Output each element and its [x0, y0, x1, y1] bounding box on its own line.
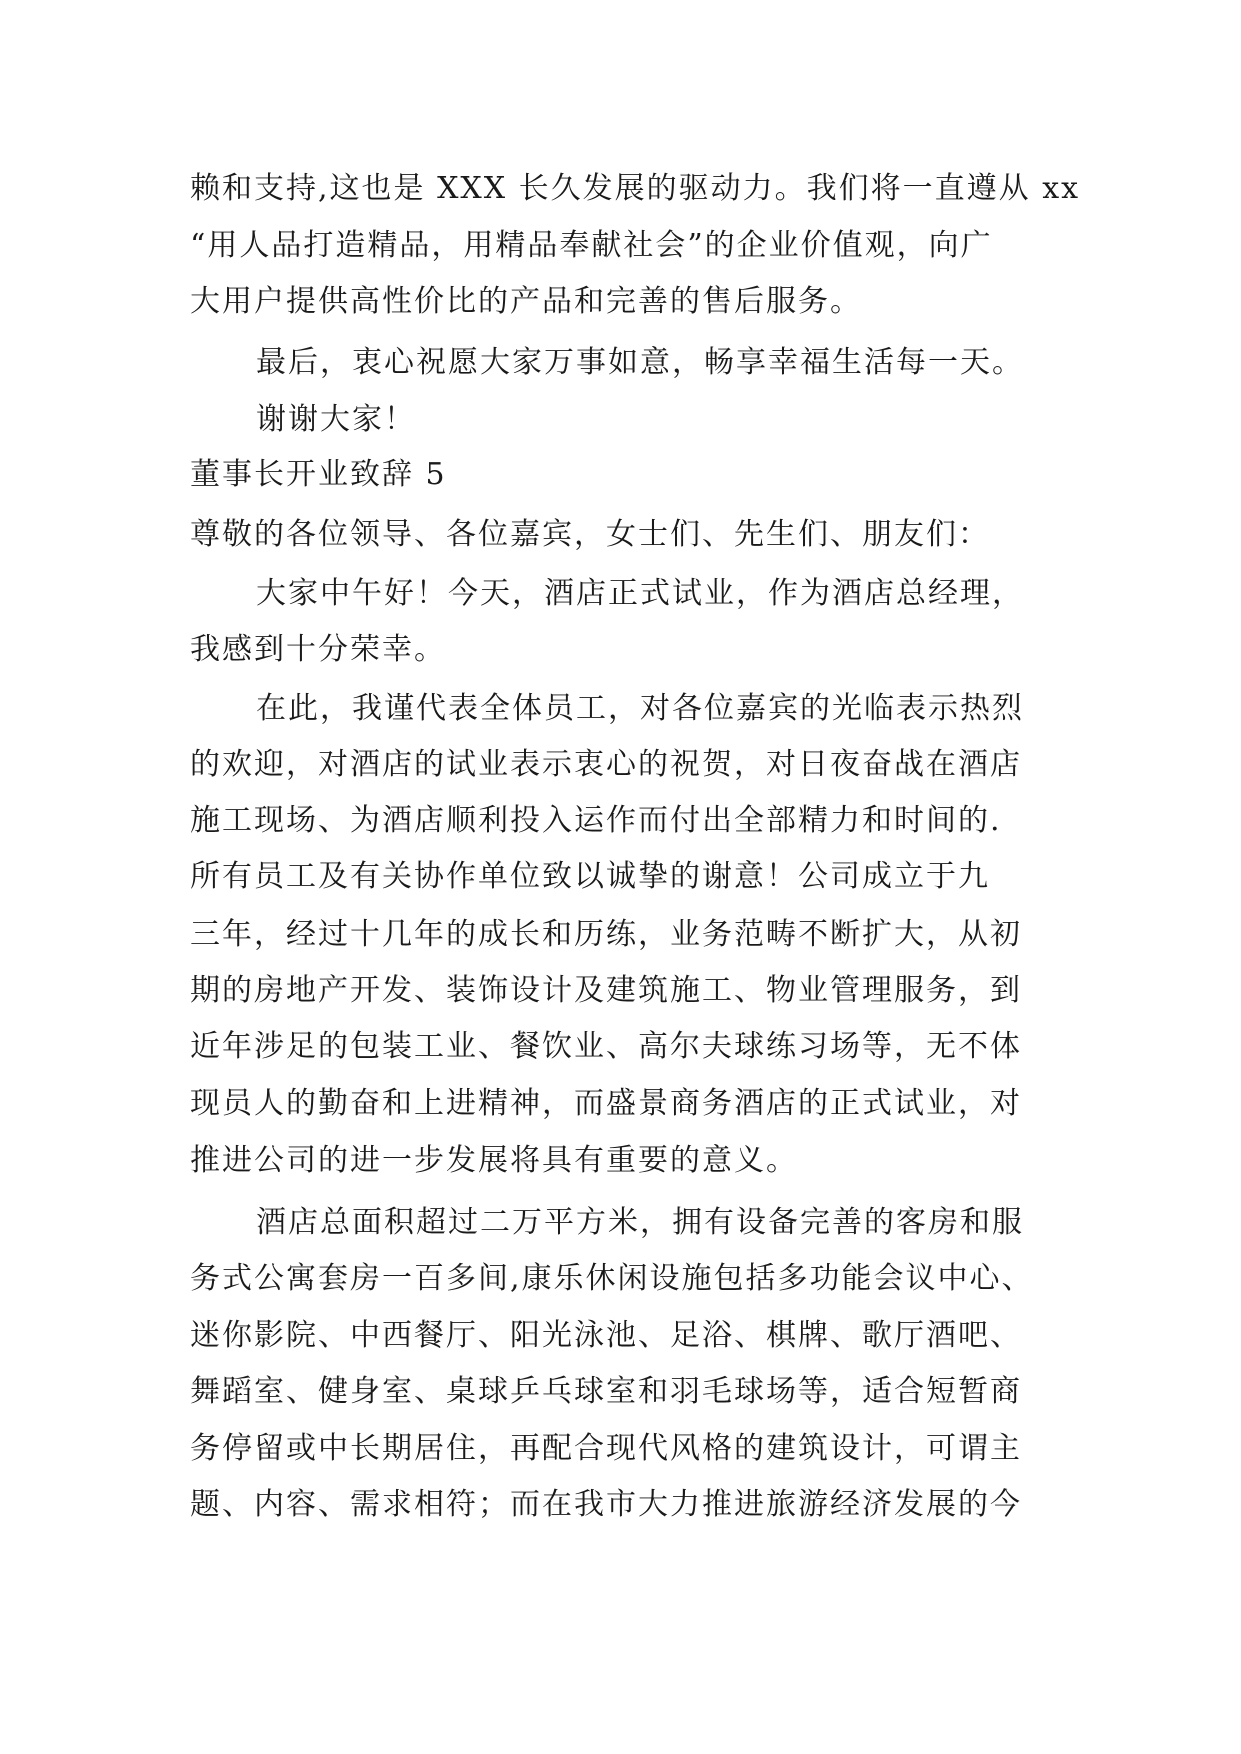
closing-paragraph: 最后，衷心祝愿大家万事如意，畅享幸福生活每一天。 — [256, 345, 1024, 380]
text-line: 现员人的勤奋和上进精神，而盛景商务酒店的正式试业，对 — [190, 1086, 1022, 1121]
salutation: 尊敬的各位领导、各位嘉宾，女士们、先生们、朋友们： — [190, 517, 990, 552]
text-line: 赖和支持,这也是 XXX 长久发展的驱动力。我们将一直遵从 xx — [190, 171, 1081, 206]
text-line: 大用户提供高性价比的产品和完善的售后服务。 — [190, 284, 862, 319]
text-line: 所有员工及有关协作单位致以诚挚的谢意！公司成立于九 — [190, 859, 990, 894]
text-line: 的欢迎，对酒店的试业表示衷心的祝贺，对日夜奋战在酒店 — [190, 747, 1022, 782]
text-line: 施工现场、为酒店顺利投入运作而付出全部精力和时间的. — [190, 803, 1002, 838]
text-line: 迷你影院、中西餐厅、阳光泳池、足浴、棋牌、歌厅酒吧、 — [190, 1318, 1022, 1353]
text-line: 务式公寓套房一百多间,康乐休闲设施包括多功能会议中心、 — [190, 1261, 1034, 1296]
text-line: 大家中午好！今天，酒店正式试业，作为酒店总经理， — [256, 576, 1024, 611]
text-line: 三年，经过十几年的成长和历练，业务范畴不断扩大，从初 — [190, 917, 1022, 952]
section-heading: 董事长开业致辞 5 — [190, 457, 447, 492]
text-line: 务停留或中长期居住，再配合现代风格的建筑设计，可谓主 — [190, 1431, 1022, 1466]
thanks-line: 谢谢大家！ — [256, 402, 416, 437]
text-line: 在此，我谨代表全体员工，对各位嘉宾的光临表示热烈 — [256, 691, 1024, 726]
text-line: 题、内容、需求相符；而在我市大力推进旅游经济发展的今 — [190, 1487, 1022, 1522]
text-line: 舞蹈室、健身室、桌球乒乓球室和羽毛球场等，适合短暂商 — [190, 1374, 1022, 1409]
text-line: 我感到十分荣幸。 — [190, 632, 446, 667]
text-line: 期的房地产开发、装饰设计及建筑施工、物业管理服务，到 — [190, 973, 1022, 1008]
text-line: 近年涉足的包装工业、餐饮业、高尔夫球练习场等，无不体 — [190, 1029, 1022, 1064]
text-line: 推进公司的进一步发展将具有重要的意义。 — [190, 1143, 798, 1178]
text-line: 酒店总面积超过二万平方米，拥有设备完善的客房和服 — [256, 1205, 1024, 1240]
text-line: “用人品打造精品，用精品奉献社会”的企业价值观，向广 — [190, 228, 993, 263]
